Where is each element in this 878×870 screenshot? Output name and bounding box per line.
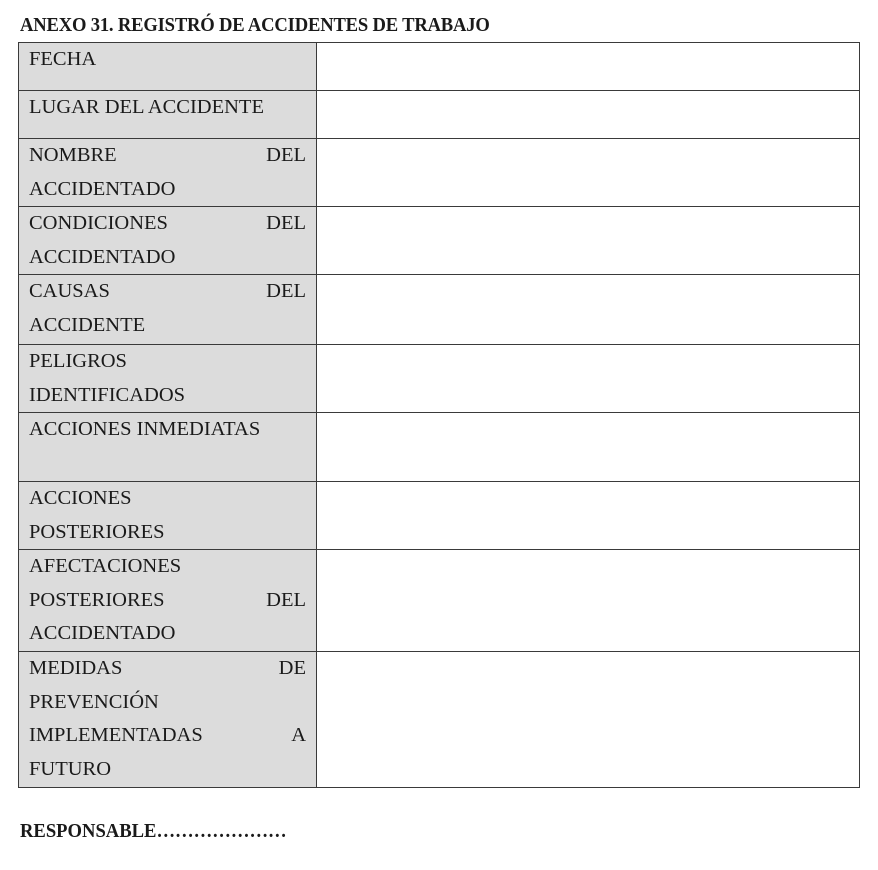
table-row <box>19 413 860 482</box>
accident-record-table <box>18 42 860 788</box>
label-text: CONDICIONES <box>29 212 168 234</box>
row-label-causas <box>19 275 317 345</box>
row-value-medidas[interactable] <box>317 652 860 788</box>
label-text: CAUSAS <box>29 280 110 302</box>
label-text: IMPLEMENTADAS <box>29 724 203 746</box>
table-row <box>19 139 860 207</box>
label-line <box>29 584 306 618</box>
label-line <box>29 379 306 413</box>
label-text: ACCIONES <box>29 487 132 509</box>
label-line <box>29 516 306 550</box>
label-text: DEL <box>266 212 306 234</box>
label-text: DE <box>278 657 306 679</box>
label-line <box>29 652 306 686</box>
table-row <box>19 482 860 550</box>
label-text: ACCIDENTADO <box>29 177 176 200</box>
row-value-fecha[interactable] <box>317 43 860 91</box>
label-line <box>29 275 306 309</box>
row-label-lugar <box>19 91 317 139</box>
label-line <box>29 207 306 241</box>
label-text: AFECTACIONES <box>29 555 182 577</box>
label-line <box>29 241 306 275</box>
responsible-signature-line: RESPONSABLE………………… <box>20 820 287 842</box>
label-text: ACCIONES INMEDIATAS <box>29 418 261 440</box>
label-text: POSTERIORES <box>29 588 165 611</box>
table-row <box>19 275 860 345</box>
label-line <box>29 91 306 125</box>
label-text: IDENTIFICADOS <box>29 383 186 406</box>
table-row <box>19 43 860 91</box>
row-value-nombre[interactable] <box>317 139 860 207</box>
label-text: DEL <box>266 280 306 302</box>
label-line <box>29 413 306 447</box>
table-row <box>19 652 860 788</box>
label-line <box>29 719 306 753</box>
row-label-acciones-inmediatas <box>19 413 317 482</box>
label-text: PELIGROS <box>29 350 127 372</box>
row-value-afectaciones[interactable] <box>317 550 860 652</box>
label-line <box>29 617 306 651</box>
table-row <box>19 207 860 275</box>
label-text: MEDIDAS <box>29 657 123 679</box>
table-row <box>19 345 860 413</box>
label-text: ACCIDENTADO <box>29 245 176 268</box>
label-text: ACCIDENTE <box>29 313 146 336</box>
row-label-peligros <box>19 345 317 413</box>
label-text: POSTERIORES <box>29 520 165 543</box>
label-text: FUTURO <box>29 757 112 780</box>
row-label-afectaciones <box>19 550 317 652</box>
label-line <box>29 753 306 787</box>
label-text: DEL <box>266 144 306 166</box>
table-row <box>19 550 860 652</box>
row-label-medidas <box>19 652 317 788</box>
label-text: PREVENCIÓN <box>29 690 159 713</box>
row-label-acciones-posteriores <box>19 482 317 550</box>
label-text: DEL <box>266 588 306 611</box>
label-line <box>29 43 306 77</box>
label-text: NOMBRE <box>29 144 117 166</box>
row-label-condiciones <box>19 207 317 275</box>
label-text: FECHA <box>29 48 97 70</box>
row-label-nombre <box>19 139 317 207</box>
label-line <box>29 345 306 379</box>
row-value-peligros[interactable] <box>317 345 860 413</box>
label-line <box>29 309 306 343</box>
label-text: ACCIDENTADO <box>29 622 176 644</box>
row-value-lugar[interactable] <box>317 91 860 139</box>
row-value-condiciones[interactable] <box>317 207 860 275</box>
label-text: LUGAR DEL ACCIDENTE <box>29 96 264 118</box>
label-text: A <box>291 724 306 746</box>
row-value-causas[interactable] <box>317 275 860 345</box>
row-value-acciones-posteriores[interactable] <box>317 482 860 550</box>
row-label-fecha <box>19 43 317 91</box>
label-line <box>29 139 306 173</box>
label-line <box>29 550 306 584</box>
table-row <box>19 91 860 139</box>
label-line <box>29 173 306 207</box>
row-value-acciones-inmediatas[interactable] <box>317 413 860 482</box>
label-line <box>29 686 306 720</box>
label-line <box>29 482 306 516</box>
page-title: ANEXO 31. REGISTRÓ DE ACCIDENTES DE TRABAJO <box>20 14 490 36</box>
